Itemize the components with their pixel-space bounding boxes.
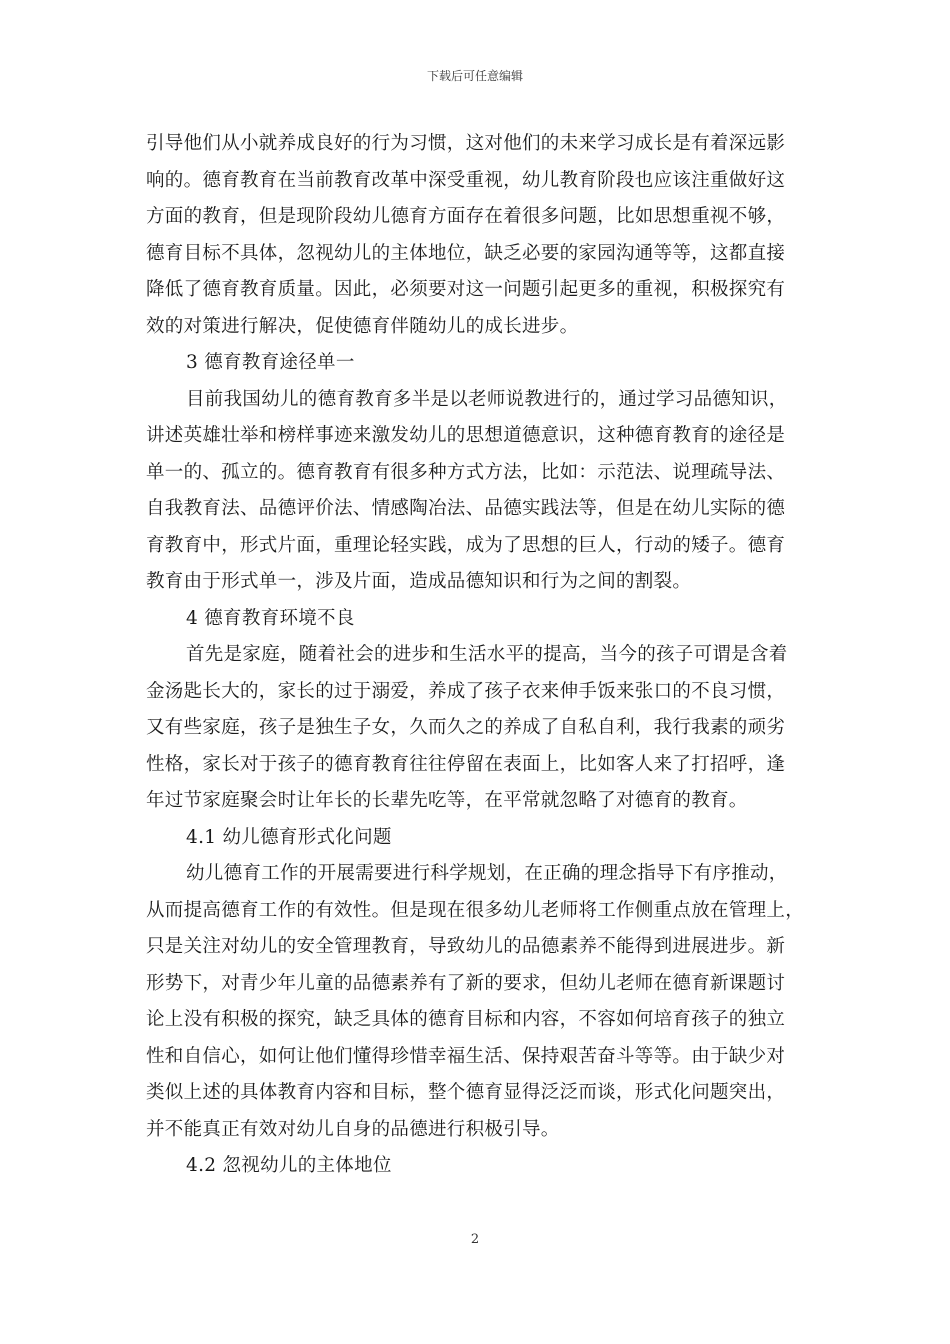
text-line: 引导他们从小就养成良好的行为习惯，这对他们的未来学习成长是有着深远影 xyxy=(146,133,786,154)
page-number: 2 xyxy=(470,1232,480,1247)
text-line: 自我教育法、品德评价法、情感陶冶法、品德实践法等，但是在幼儿实际的德 xyxy=(146,498,786,519)
text-line: 首先是家庭，随着社会的进步和生活水平的提高，当今的孩子可谓是含着 xyxy=(186,644,788,665)
text-line: 年过节家庭聚会时让年长的长辈先吃等，在平常就忽略了对德育的教育。 xyxy=(146,790,748,811)
text-line: 单一的、孤立的。德育教育有很多种方式方法，比如：示范法、说理疏导法、 xyxy=(146,461,786,483)
text-line: 幼儿德育工作的开展需要进行科学规划，在正确的理念指导下有序推动， xyxy=(186,863,788,884)
text-line: 类似上述的具体教育内容和目标，整个德育显得泛泛而谈，形式化问题突出， xyxy=(146,1082,786,1103)
document-body xyxy=(146,126,806,1185)
text-line: 性格，家长对于孩子的德育教育往往停留在表面上，比如客人来了打招呼，逢 xyxy=(146,753,786,775)
text-line: 又有些家庭，孩子是独生子女，久而久之的养成了自私自利，我行我素的顽劣 xyxy=(146,717,786,738)
text-line: 讲述英雄壮举和榜样事迹来激发幼儿的思想道德意识，这种德育教育的途径是 xyxy=(146,425,786,446)
text-line: 形势下，对青少年儿童的品德素养有了新的要求，但幼儿老师在德育新课题讨 xyxy=(146,972,786,994)
text-line: 教育由于形式单一，涉及片面，造成品德知识和行为之间的割裂。 xyxy=(146,571,692,592)
text-line: 金汤匙长大的，家长的过于溺爱，养成了孩子衣来伸手饭来张口的不良习惯， xyxy=(146,680,786,702)
section-heading: 4.2 忽视幼儿的主体地位 xyxy=(186,1155,392,1176)
section-heading: 3 德育教育途径单一 xyxy=(186,352,355,373)
page-header: 下载后可任意编辑 xyxy=(426,69,523,83)
text-line: 目前我国幼儿的德育教育多半是以老师说教进行的，通过学习品德知识， xyxy=(186,388,788,410)
text-line: 方面的教育，但是现阶段幼儿德育方面存在着很多问题，比如思想重视不够， xyxy=(146,206,786,227)
text-line: 德育目标不具体，忽视幼儿的主体地位，缺乏必要的家园沟通等等，这都直接 xyxy=(146,242,786,264)
text-line: 性和自信心，如何让他们懂得珍惜幸福生活、保持艰苦奋斗等等。由于缺少对 xyxy=(146,1045,786,1067)
text-line: 论上没有积极的探究，缺乏具体的德育目标和内容，不容如何培育孩子的独立 xyxy=(146,1009,786,1030)
text-line: 育教育中，形式片面，重理论轻实践，成为了思想的巨人，行动的矮子。德育 xyxy=(146,534,786,556)
text-line: 效的对策进行解决，促使德育伴随幼儿的成长进步。 xyxy=(146,315,579,337)
text-line: 只是关注对幼儿的安全管理教育，导致幼儿的品德素养不能得到进展进步。新 xyxy=(146,936,786,957)
text-line: 响的。德育教育在当前教育改革中深受重视，幼儿教育阶段也应该注重做好这 xyxy=(146,169,786,191)
text-line: 并不能真正有效对幼儿自身的品德进行积极引导。 xyxy=(146,1118,560,1140)
text-line: 降低了德育教育质量。因此，必须要对这一问题引起更多的重视，积极探究有 xyxy=(146,279,786,300)
text-line: 从而提高德育工作的有效性。但是现在很多幼儿老师将工作侧重点放在管理上， xyxy=(146,899,805,921)
section-heading: 4 德育教育环境不良 xyxy=(186,607,355,629)
section-heading: 4.1 幼儿德育形式化问题 xyxy=(186,826,392,848)
